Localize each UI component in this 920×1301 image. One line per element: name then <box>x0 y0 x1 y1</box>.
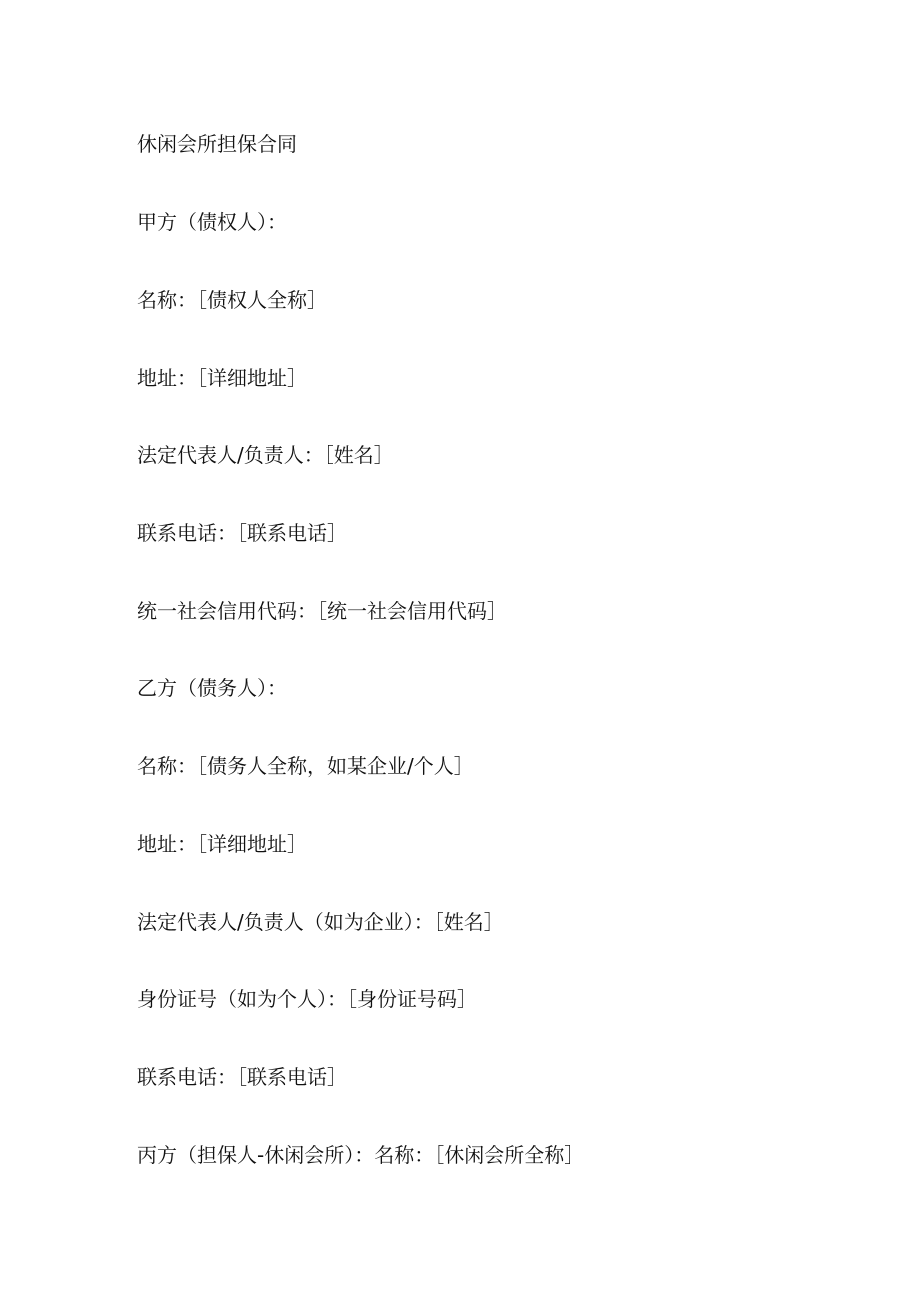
party-a-heading: 甲方（债权人）： <box>137 210 287 234</box>
party-a-credit-code: 统一社会信用代码：［统一社会信用代码］ <box>137 599 507 623</box>
party-b-address: 地址：［详细地址］ <box>137 832 307 856</box>
party-b-phone: 联系电话：［联系电话］ <box>137 1065 347 1089</box>
party-a-address: 地址：［详细地址］ <box>137 366 307 390</box>
party-a-phone: 联系电话：［联系电话］ <box>137 521 347 545</box>
party-b-id-number: 身份证号（如为个人）：［身份证号码］ <box>137 987 477 1011</box>
party-b-heading: 乙方（债务人）： <box>137 676 287 700</box>
document-title: 休闲会所担保合同 <box>137 132 297 156</box>
party-a-representative: 法定代表人/负责人：［姓名］ <box>137 443 394 467</box>
party-b-representative: 法定代表人/负责人（如为企业）：［姓名］ <box>137 910 504 934</box>
party-a-name: 名称：［债权人全称］ <box>137 288 327 312</box>
party-b-name: 名称：［债务人全称，如某企业/个人］ <box>137 754 474 778</box>
party-c-heading-and-name: 丙方（担保人-休闲会所）：名称：［休闲会所全称］ <box>137 1143 585 1167</box>
